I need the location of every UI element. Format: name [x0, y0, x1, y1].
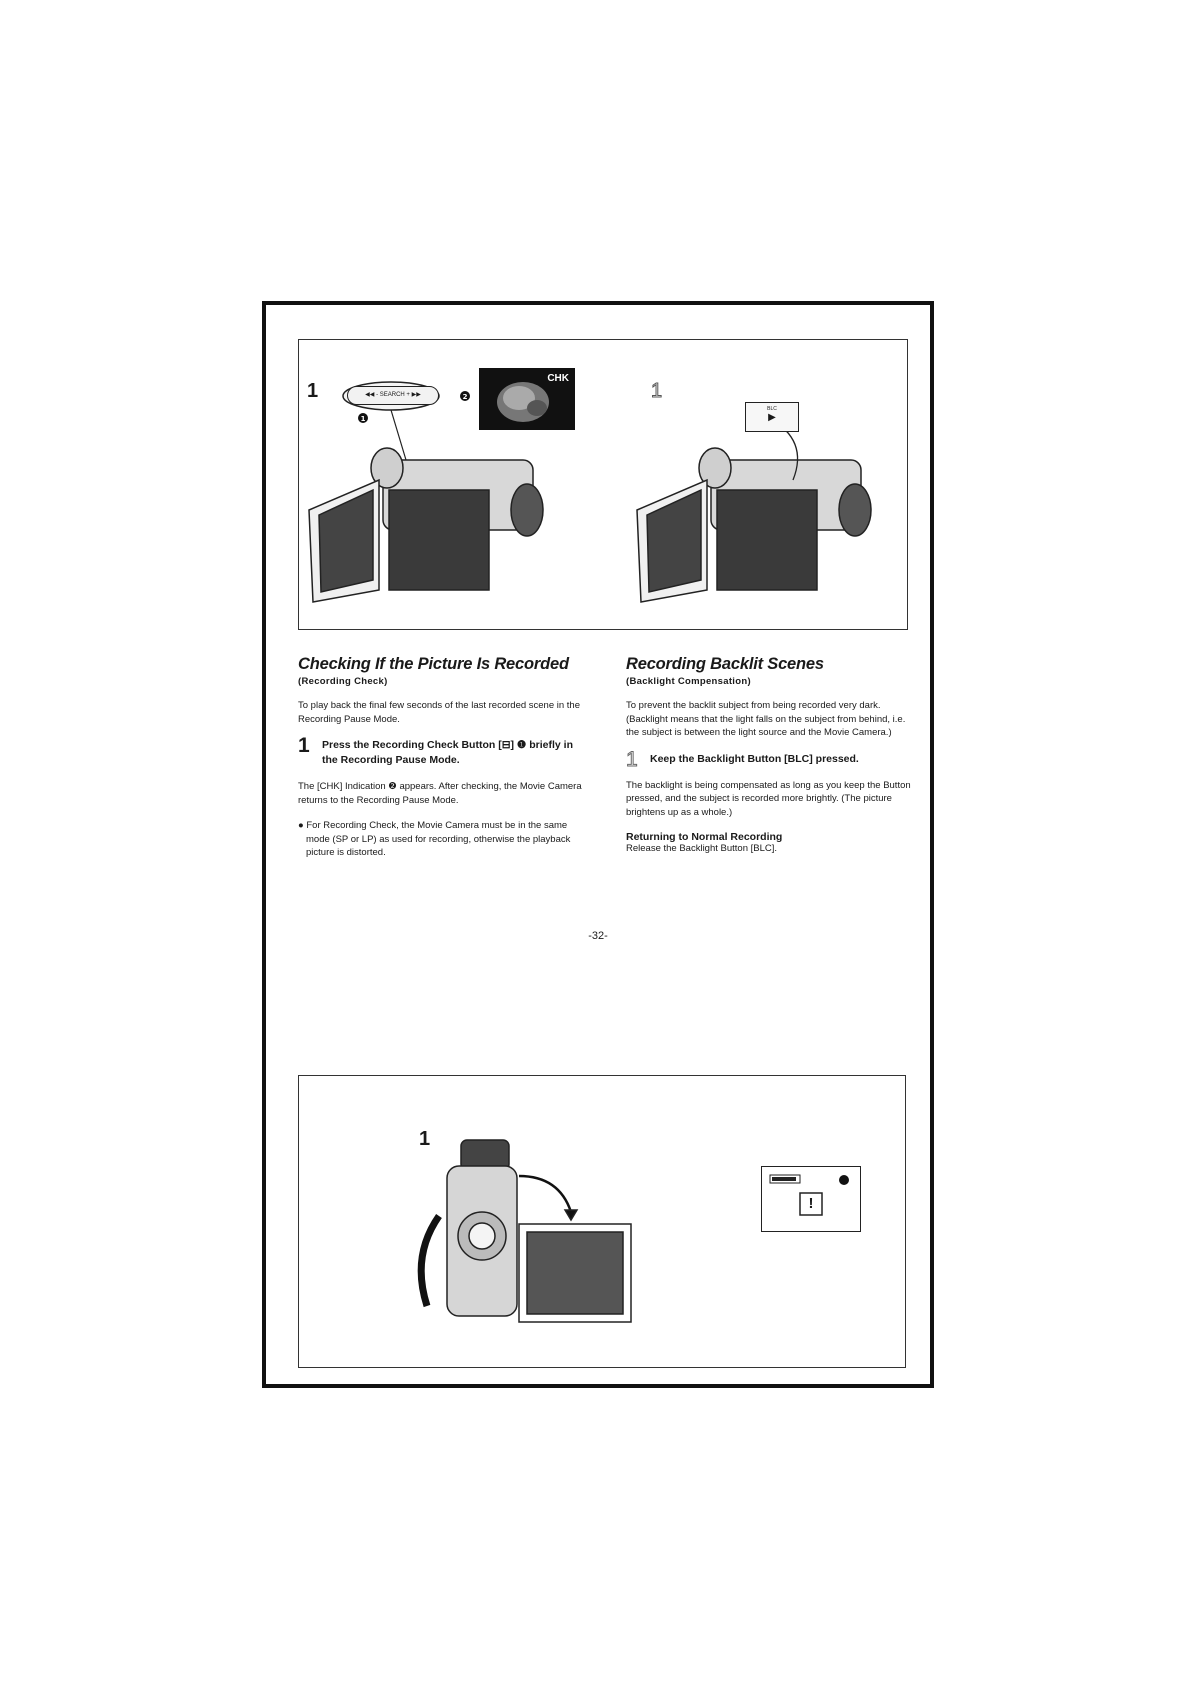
section-intro: To prevent the backlit subject from being recorded very dark. (Backlight means that the light falls on the subject from behind, i.e. the subject is between the light source and the Movie Camera.) — [626, 700, 906, 738]
chk-indication: CHK — [547, 373, 569, 384]
camcorder-drawings — [299, 340, 909, 631]
blc-button-label: BLC — [767, 406, 777, 412]
manual-page — [262, 301, 934, 1388]
warning-symbol: ! — [808, 1195, 814, 1212]
step-result: The [CHK] Indication ❷ appears. After checking, the Movie Camera returns to the Recording Pause Mode. — [298, 781, 582, 806]
section-subtitle: (Recording Check) — [298, 676, 388, 687]
record-dot-icon — [839, 1175, 849, 1185]
step-instruction: Press the Recording Check Button [⊟] ❶ briefly in the Recording Pause Mode. — [322, 739, 573, 766]
blc-button-callout — [745, 402, 799, 432]
section-title: Recording Backlit Scenes — [626, 655, 824, 673]
step-number: 1 — [626, 747, 638, 771]
section-title: Checking If the Picture Is Recorded — [298, 655, 569, 673]
section-intro: To play back the final few seconds of the last recorded scene in the Recording Pause Mode. — [298, 700, 580, 725]
step-1 — [626, 747, 912, 771]
svg-text:1: 1 — [360, 415, 366, 423]
step-instruction: Keep the Backlight Button [BLC] pressed. — [650, 752, 859, 765]
camcorder-left-drawing — [309, 448, 543, 602]
bottom-illustration-panel — [298, 1075, 906, 1368]
camcorder-right-drawing — [637, 448, 871, 602]
step-1 — [298, 734, 584, 768]
backlight-section — [626, 655, 912, 854]
page-number: -32- — [588, 930, 608, 942]
step-result: The backlight is being compensated as long as you keep the Button pressed, and the subject is recorded more brightly. (The picture brightens up as a whole.) — [626, 779, 911, 818]
section-subtitle: (Backlight Compensation) — [626, 676, 751, 687]
recording-check-section — [298, 655, 584, 860]
normal-recording-heading: Returning to Normal Recording — [626, 831, 783, 843]
normal-recording-text: Release the Backlight Button [BLC]. — [626, 843, 778, 854]
play-triangle-icon: ▶ — [768, 412, 776, 423]
note-bullet: ● For Recording Check, the Movie Camera must be in the same mode (SP or LP) as used for recording, otherwise the playback picture is distorted. — [298, 820, 571, 858]
chk-viewfinder-image — [479, 368, 575, 430]
figure-step-number-left: 1 — [307, 380, 319, 402]
lcd-warning-display — [761, 1166, 861, 1232]
figure-step-number-right: 1 — [651, 380, 663, 402]
step-number: 1 — [298, 734, 310, 757]
recording-check-button-label: ◀◀ - SEARCH + ▶▶ — [347, 386, 439, 405]
figure-step-number: 1 — [419, 1128, 431, 1150]
top-illustration-panel — [298, 339, 908, 630]
svg-text:2: 2 — [462, 393, 468, 401]
